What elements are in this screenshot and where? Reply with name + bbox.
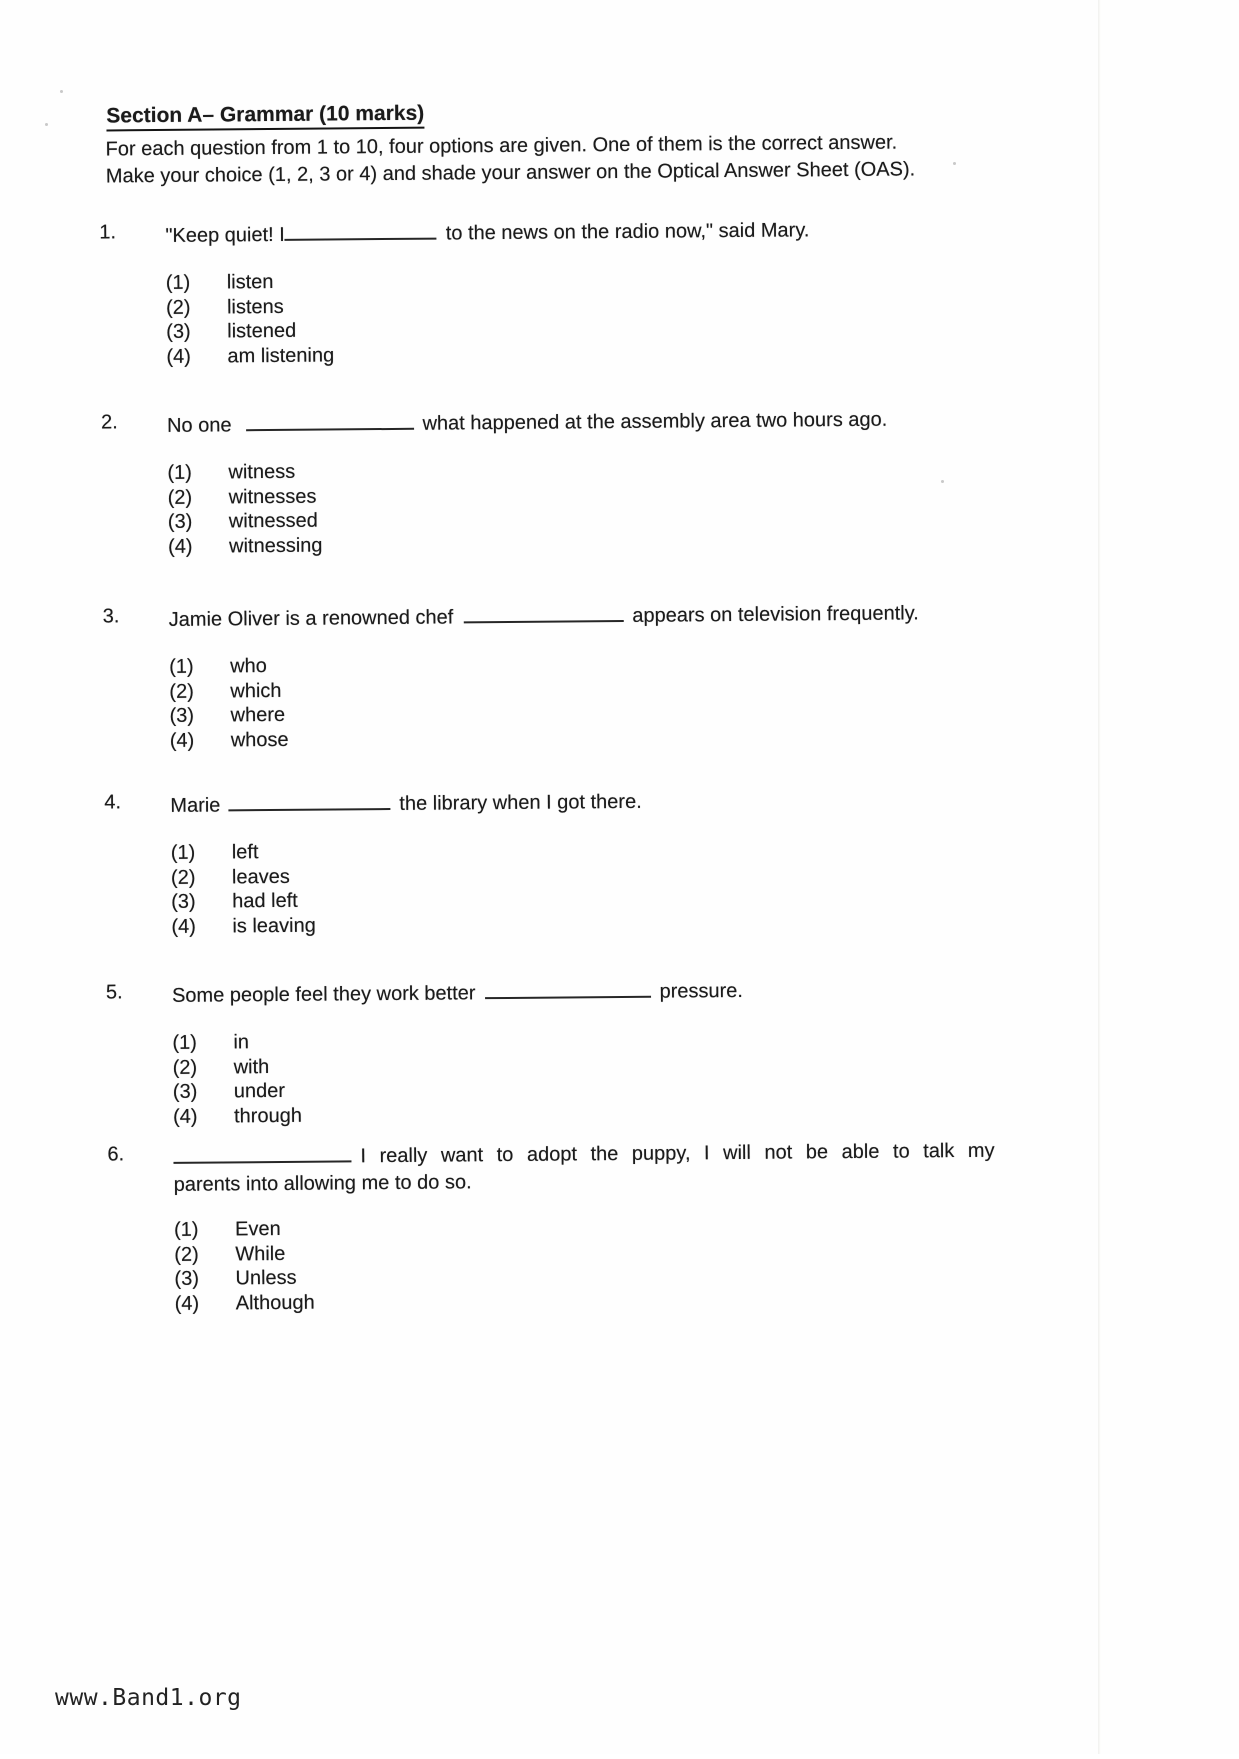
option-text: witnesses	[228, 485, 317, 508]
answer-blank	[228, 789, 390, 811]
option-label: (1)	[165, 271, 191, 294]
question-number: 2.	[100, 411, 118, 434]
option-text: While	[235, 1242, 286, 1265]
question-number: 6.	[107, 1143, 125, 1166]
option-label: (1)	[169, 655, 194, 678]
option-label: (4)	[174, 1292, 200, 1315]
option-label: (1)	[170, 841, 196, 864]
option-label: (1)	[172, 1031, 197, 1054]
question-pre-blank: Marie	[170, 794, 221, 817]
question-2	[101, 403, 1112, 560]
option-label: (3)	[167, 510, 193, 534]
question-post-blank: the library when I got there.	[399, 790, 642, 815]
option-label: (1)	[173, 1218, 199, 1241]
question-6	[107, 1135, 1118, 1317]
option-label: (3)	[169, 704, 195, 728]
answer-blank	[285, 219, 437, 241]
option-label: (3)	[171, 890, 196, 914]
option-label: (3)	[166, 320, 191, 344]
question-number: 1.	[99, 221, 117, 244]
option-text: witnessing	[229, 534, 323, 558]
question-text	[167, 403, 1111, 440]
section-title	[106, 102, 424, 132]
option-text: is leaving	[232, 914, 316, 938]
question-5	[106, 973, 1117, 1130]
question-pre-blank: Some people feel they work better	[171, 982, 476, 1007]
option-text: who	[230, 655, 267, 678]
option-label: (2)	[165, 296, 191, 319]
options-list	[166, 263, 1111, 370]
option-text: witnessed	[228, 509, 318, 533]
question-post-blank: appears on television frequently.	[632, 602, 919, 627]
question-post-blank: I really want to adopt the puppy, I will not be able to talk my	[360, 1139, 995, 1168]
options-list	[169, 647, 1114, 754]
option-text: listens	[226, 295, 284, 318]
option-label: (4)	[169, 729, 195, 752]
option-text: which	[230, 679, 282, 702]
answer-blank	[463, 601, 623, 623]
question-text	[170, 783, 1114, 820]
option-text: in	[233, 1031, 250, 1054]
question-post-blank: to the news on the radio now," said Mary.	[445, 219, 810, 245]
option-label: (4)	[172, 1105, 198, 1128]
options-list	[167, 453, 1112, 560]
option-label: (2)	[169, 680, 194, 703]
question-number: 3.	[102, 605, 120, 628]
option-text: through	[233, 1104, 303, 1128]
option-text: listen	[226, 270, 274, 294]
instructions-line-2: Make your choice (1, 2, 3 or 4) and shade your answer on the Optical Answer Sheet (OAS).	[105, 158, 916, 188]
option-text: with	[233, 1055, 270, 1078]
option-text: witness	[228, 460, 296, 484]
question-pre-blank: "Keep quiet! I	[165, 223, 285, 247]
answer-blank	[173, 1141, 351, 1164]
question-text-line-2: parents into allowing me to do so.	[173, 1171, 472, 1196]
question-pre-blank: Jamie Oliver is a renowned chef	[168, 606, 454, 631]
question-text	[172, 973, 1116, 1010]
question-1	[99, 213, 1110, 370]
option-label: (4)	[171, 915, 196, 938]
option-text: listened	[227, 319, 297, 343]
option-text: am listening	[227, 344, 335, 368]
options-list	[172, 1023, 1117, 1130]
option-label: (2)	[170, 866, 196, 889]
question-text	[165, 213, 1109, 250]
option-text: Unless	[235, 1267, 297, 1290]
option-text: Even	[234, 1217, 281, 1241]
site-watermark: www.Band1.org	[55, 1685, 242, 1711]
section-instructions	[106, 129, 1001, 191]
instructions-line-1: For each question from 1 to 10, four options are given. One of them is the correct answer.	[105, 131, 898, 161]
option-text: under	[233, 1080, 286, 1103]
question-4	[104, 783, 1115, 940]
option-label: (4)	[168, 535, 193, 558]
option-label: (3)	[174, 1267, 200, 1291]
options-list	[174, 1210, 1119, 1317]
option-text: had left	[232, 889, 298, 913]
option-label: (4)	[166, 345, 191, 368]
question-post-blank: what happened at the assembly area two hours ago.	[422, 408, 888, 435]
option-label: (3)	[172, 1080, 198, 1104]
question-number: 5.	[105, 981, 123, 1004]
option-label: (1)	[167, 461, 193, 484]
answer-blank	[484, 977, 650, 999]
option-text: Although	[235, 1291, 315, 1315]
option-text: where	[230, 704, 286, 727]
option-label: (2)	[172, 1056, 198, 1079]
question-pre-blank: No one	[166, 414, 232, 437]
section-title-text: Section A– Grammar (10 marks)	[106, 101, 425, 128]
question-post-blank: pressure.	[659, 979, 743, 1003]
option-text: left	[231, 841, 259, 864]
question-number: 4.	[104, 791, 122, 814]
option-label: (2)	[174, 1243, 199, 1266]
question-text	[169, 597, 1113, 634]
options-list	[171, 833, 1116, 940]
question-3	[103, 597, 1114, 754]
option-text: whose	[230, 728, 289, 752]
option-text: leaves	[231, 865, 290, 888]
answer-blank	[245, 409, 413, 431]
option-label: (2)	[167, 486, 193, 509]
